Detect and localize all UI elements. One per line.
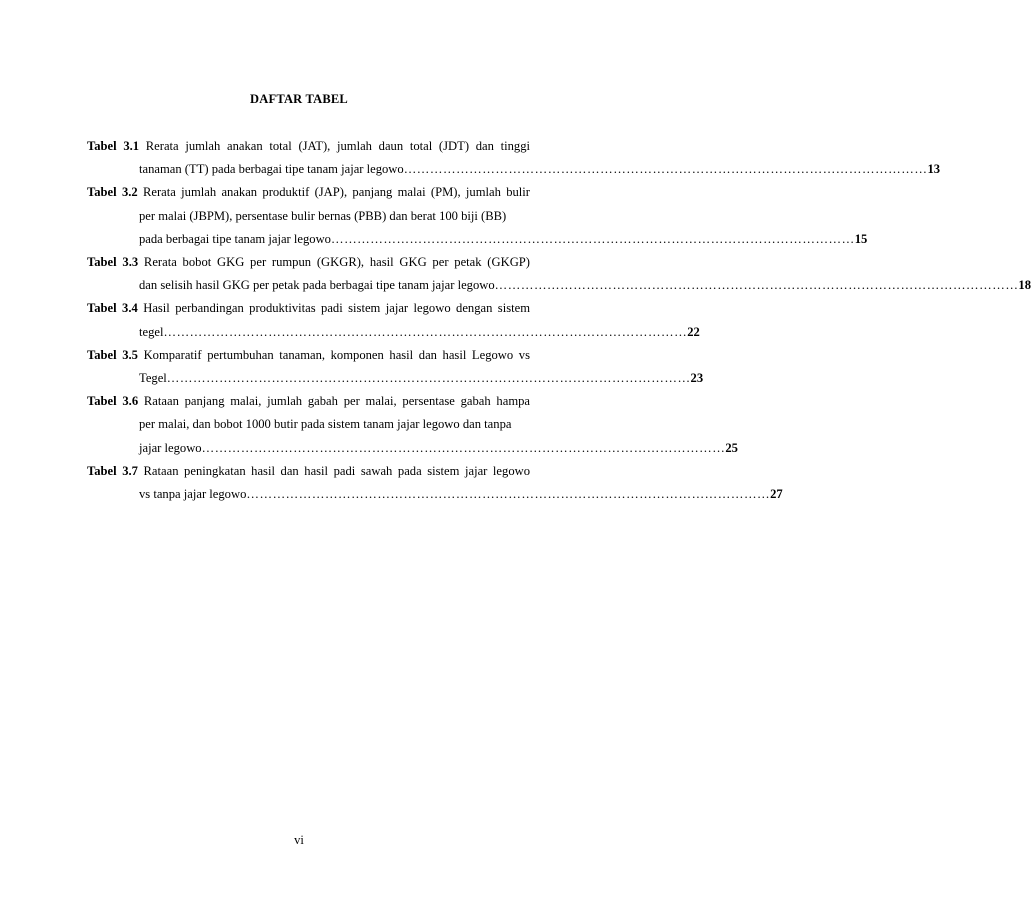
dot-leader: …………………………………………………………………………………………………………	[246, 486, 771, 501]
entry-text: pada berbagai tipe tanam jajar legowo	[139, 231, 331, 246]
entry-label: Tabel 3.7	[87, 463, 138, 478]
entry-last-line	[87, 321, 700, 344]
toc-entry-3-3[interactable]	[87, 251, 1031, 297]
toc-entry-3-6[interactable]	[87, 390, 738, 460]
entry-first-line	[87, 135, 530, 158]
entry-last-line	[87, 158, 941, 181]
table-list	[87, 135, 1031, 506]
dot-leader: …………………………………………………………………………………………………………	[330, 231, 855, 246]
toc-entry-3-7[interactable]	[87, 460, 783, 506]
toc-entry-3-1[interactable]	[87, 135, 941, 181]
entry-text: Tegel	[139, 370, 167, 385]
entry-text: Rerata bobot GKG per rumpun (GKGR), hasil GKG per petak (GKGP)	[143, 254, 530, 269]
entry-text: Rataan panjang malai, jumlah gabah per malai, persentase gabah hampa	[143, 394, 531, 409]
entry-label: Tabel 3.2	[87, 185, 138, 200]
dot-leader: …………………………………………………………………………………………………………	[494, 278, 1019, 293]
entry-text: Rerata jumlah anakan total (JAT), jumlah daun total (JDT) dan tinggi	[145, 139, 530, 153]
entry-text: Hasil perbandingan produktivitas padi sistem jajar legowo dengan sistem	[143, 301, 530, 316]
entry-last-line	[87, 274, 1031, 297]
toc-entry-3-2[interactable]	[87, 181, 868, 251]
entry-first-line	[87, 390, 530, 413]
entry-page-number: 25	[725, 440, 738, 455]
entry-first-line	[87, 251, 530, 274]
entry-last-line	[87, 228, 868, 251]
entry-page-number: 18	[1018, 278, 1031, 293]
entry-label: Tabel 3.5	[87, 347, 138, 362]
entry-page-number: 13	[927, 162, 941, 177]
page-title: DAFTAR TABEL	[250, 92, 348, 106]
dot-leader: …………………………………………………………………………………………………………	[201, 440, 726, 455]
entry-page-number: 23	[690, 370, 704, 385]
page-number: vi	[294, 833, 304, 847]
dot-leader: …………………………………………………………………………………………………………	[163, 324, 688, 339]
entry-last-line	[87, 483, 783, 506]
entry-label: Tabel 3.1	[87, 139, 140, 153]
entry-page-number: 15	[854, 231, 868, 246]
entry-label: Tabel 3.3	[87, 254, 139, 269]
entry-label: Tabel 3.6	[87, 394, 139, 409]
entry-first-line	[87, 181, 530, 204]
entry-text: jajar legowo	[139, 440, 202, 455]
entry-text: Rataan peningkatan hasil dan hasil padi sawah pada sistem jajar legowo	[143, 463, 531, 478]
entry-first-line	[87, 460, 530, 483]
entry-text: dan selisih hasil GKG per petak pada berbagai tipe tanam jajar legowo	[139, 278, 495, 293]
toc-entry-3-5[interactable]	[87, 344, 704, 390]
entry-text: Rerata jumlah anakan produktif (JAP), panjang malai (PM), jumlah bulir	[143, 185, 530, 200]
entry-middle-line: per malai, dan bobot 1000 butir pada sistem tanam jajar legowo dan tanpa	[139, 417, 512, 432]
entry-text: tegel	[139, 324, 164, 339]
entry-first-line	[87, 297, 530, 320]
entry-text: vs tanpa jajar legowo	[139, 486, 247, 501]
entry-text: Komparatif pertumbuhan tanaman, komponen hasil dan hasil Legowo vs	[143, 347, 530, 362]
entry-text: tanaman (TT) pada berbagai tipe tanam jajar legowo	[139, 162, 404, 177]
entry-first-line	[87, 344, 530, 367]
entry-last-line	[87, 437, 738, 460]
dot-leader: …………………………………………………………………………………………………………	[403, 162, 928, 177]
toc-entry-3-4[interactable]	[87, 297, 700, 343]
entry-page-number: 22	[687, 324, 700, 339]
entry-label: Tabel 3.4	[87, 301, 138, 316]
entry-page-number: 27	[770, 486, 783, 501]
dot-leader: …………………………………………………………………………………………………………	[166, 370, 691, 385]
entry-middle-line: per malai (JBPM), persentase bulir bernas (PBB) dan berat 100 biji (BB)	[139, 208, 507, 223]
entry-last-line	[87, 367, 704, 390]
